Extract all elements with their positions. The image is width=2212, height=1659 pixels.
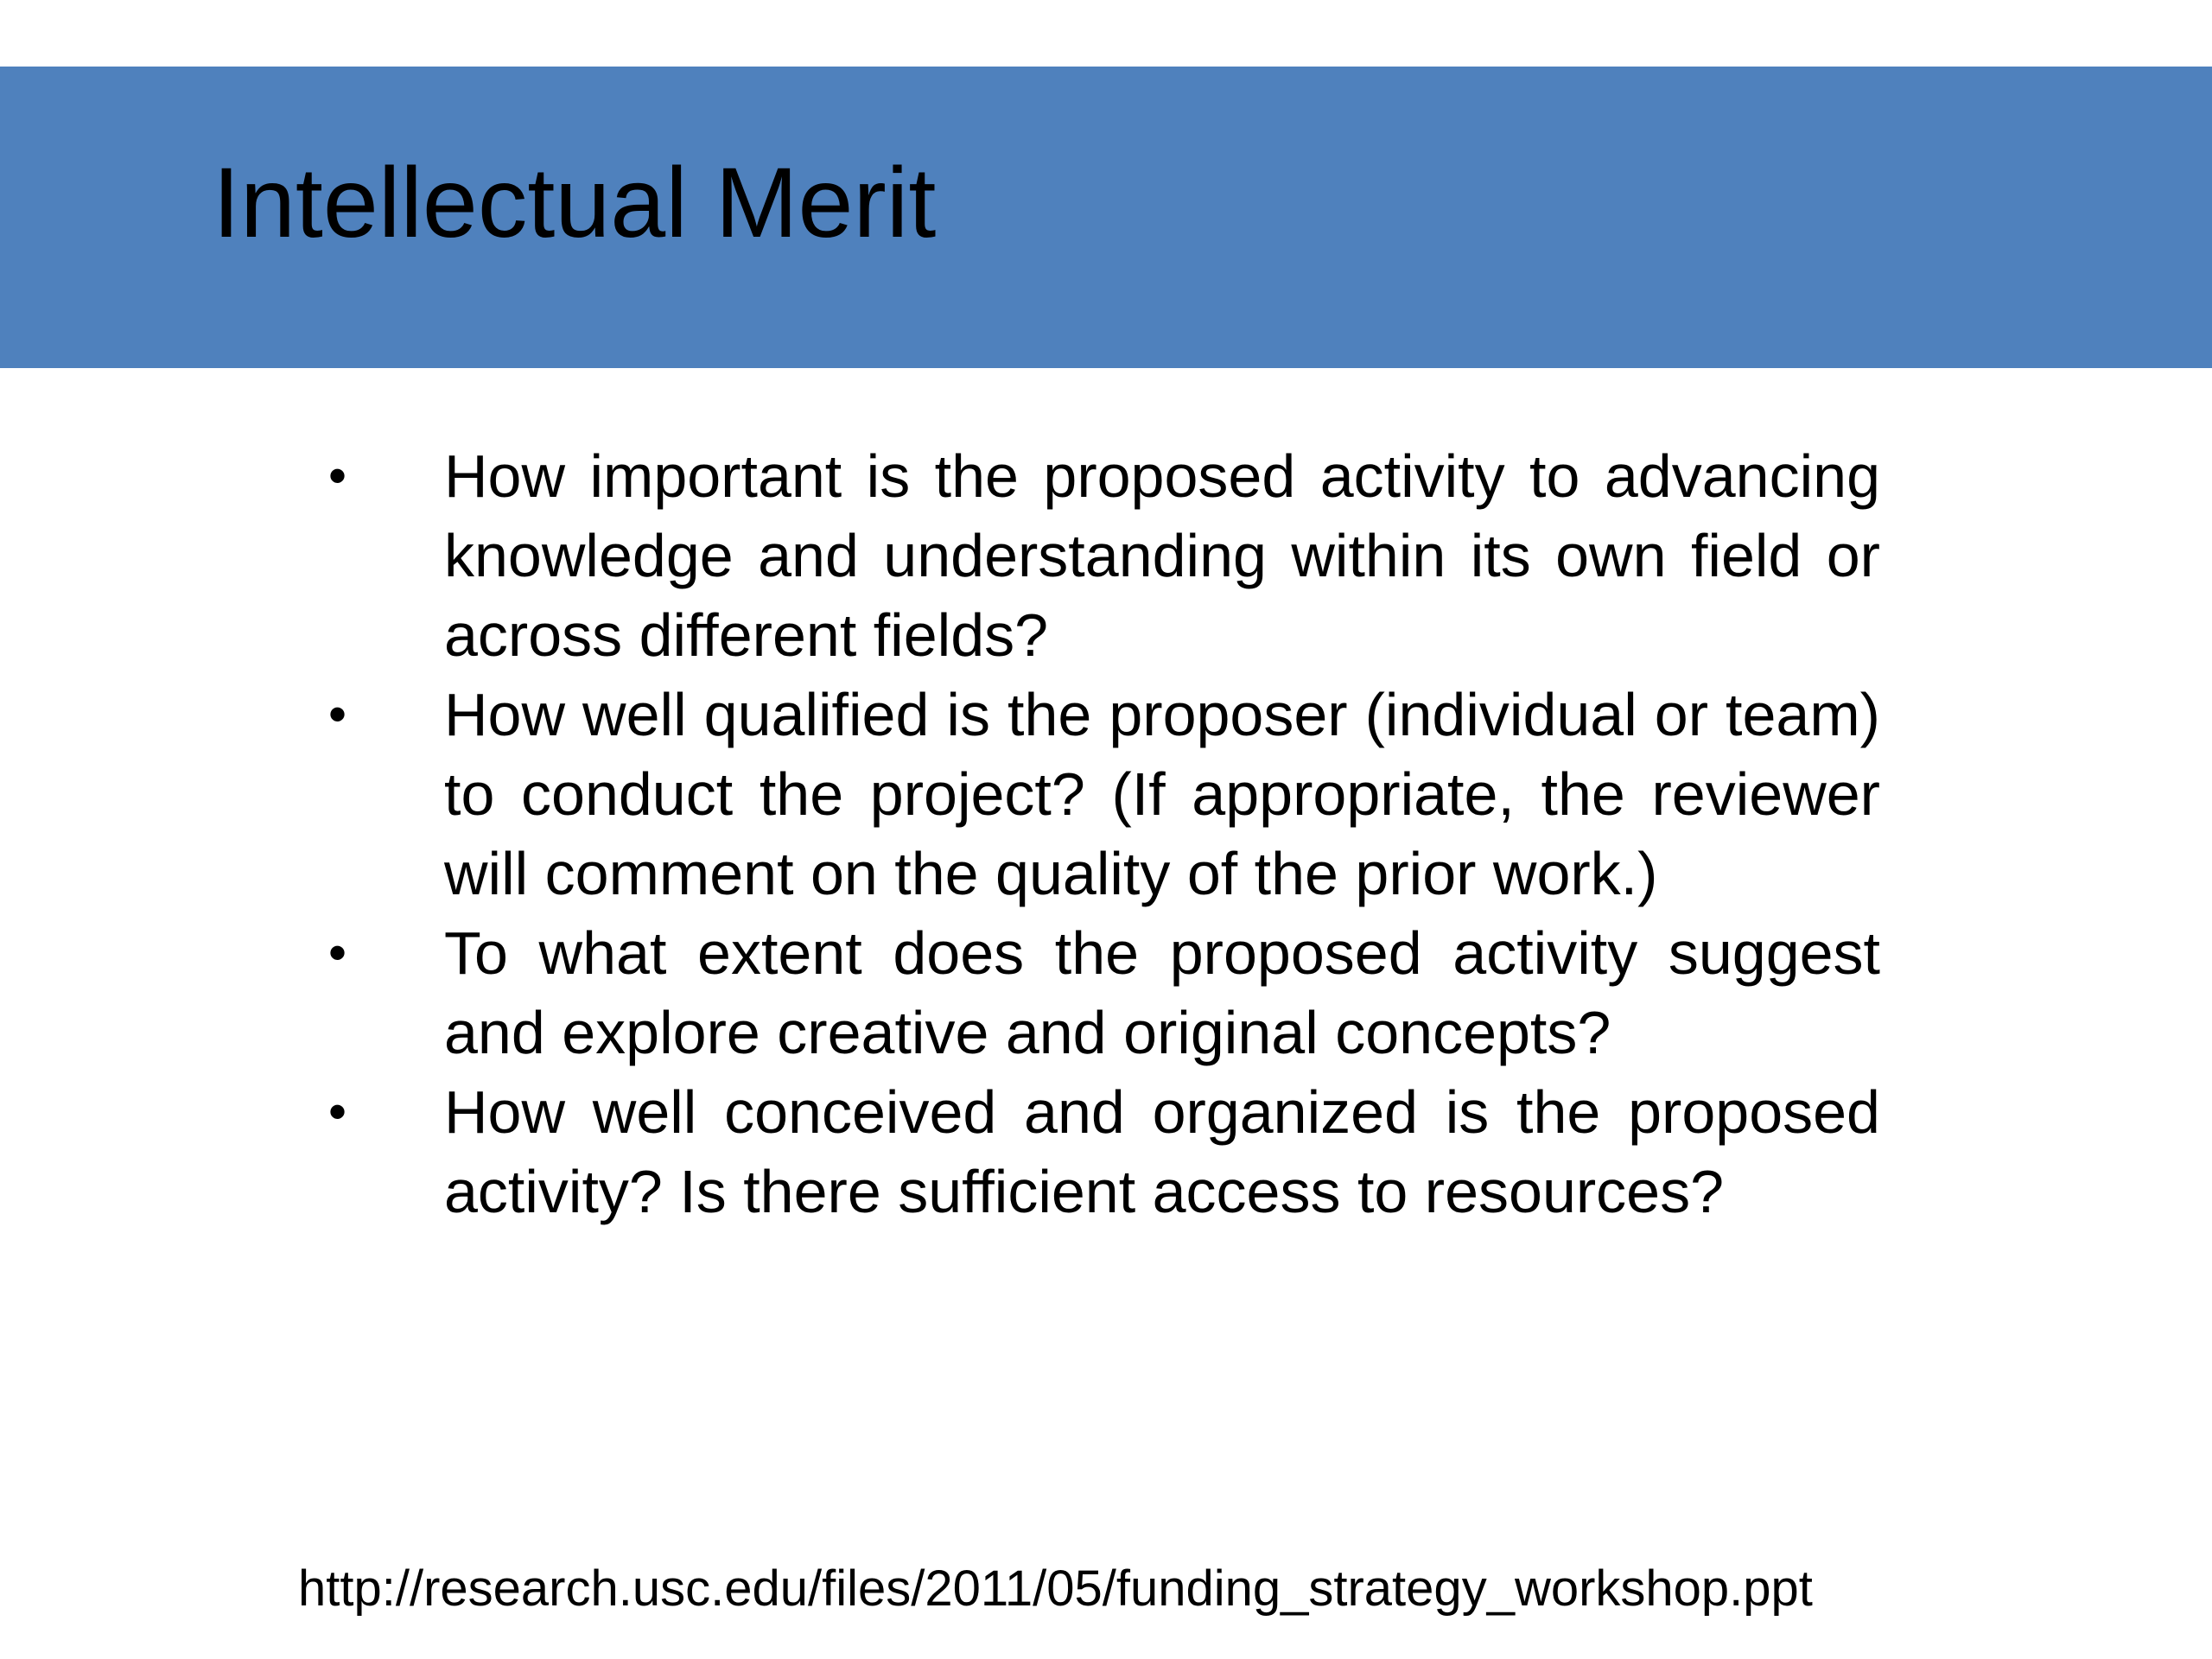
bullet-item: [328, 1072, 1880, 1231]
source-url: http://research.usc.edu/files/2011/05/funding_strategy_workshop.ppt: [298, 1560, 1813, 1617]
bullet-text: How well qualified is the proposer (individual or team) to conduct the project? (If appropriate, the reviewer will comment on the quality of the prior work.): [444, 681, 1880, 907]
slide-title: Intellectual Merit: [213, 148, 937, 258]
bullet-item: [328, 675, 1880, 913]
bullet-icon: •: [328, 1083, 347, 1141]
bullet-item: [328, 913, 1880, 1072]
bullet-icon: •: [328, 924, 347, 982]
bullet-list: [328, 436, 1880, 1231]
bullet-icon: •: [328, 685, 347, 743]
bullet-text: To what extent does the proposed activity suggest and explore creative and original concepts?: [444, 919, 1880, 1066]
bullet-text: How well conceived and organized is the proposed activity? Is there sufficient access to resources?: [444, 1078, 1880, 1225]
bullet-text: How important is the proposed activity to advancing knowledge and understanding within its own field or across different fields?: [444, 442, 1880, 669]
bullet-item: [328, 436, 1880, 675]
bullet-icon: •: [328, 447, 347, 505]
